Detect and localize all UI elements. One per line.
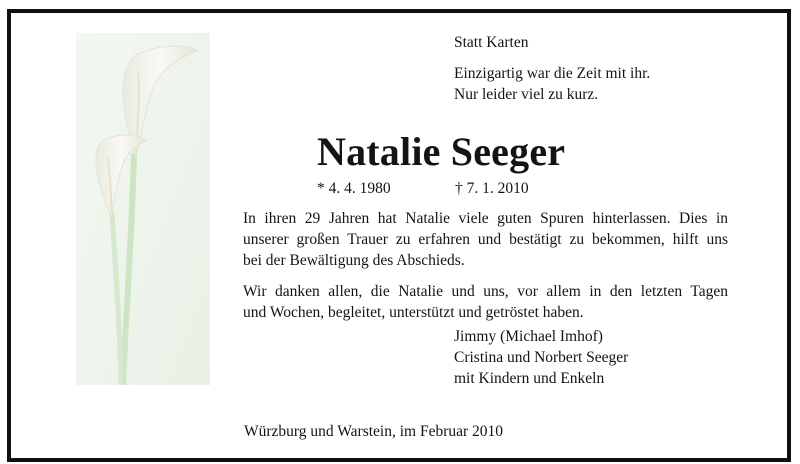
signers: [454, 326, 628, 389]
paragraph-line: bei der Bewältigung des Abschieds.: [243, 252, 465, 269]
intro-text: Statt Karten: [454, 34, 529, 51]
death-date: † 7. 1. 2010: [455, 180, 529, 197]
paragraph-line: und Wochen, begleitet, unterstützt und getröstet haben.: [243, 304, 584, 321]
calla-lily-icon: [76, 33, 210, 385]
paragraph-line: In ihren 29 Jahren hat Natalie viele guten Spuren hinterlassen. Dies in: [243, 210, 728, 227]
paragraph-line: unserer großen Trauer zu erfahren und bestätigt zu bekommen, hilft uns: [243, 231, 728, 248]
signer-line: mit Kindern und Enkeln: [454, 370, 605, 387]
quote-line: Nur leider viel zu kurz.: [454, 86, 599, 103]
obituary-frame: [7, 9, 791, 462]
place-date-footer: Würzburg und Warstein, im Februar 2010: [244, 423, 504, 440]
deceased-name: Natalie Seeger: [317, 129, 566, 174]
paragraph-2: [243, 281, 728, 323]
quote: [454, 63, 650, 105]
birth-date: * 4. 4. 1980: [317, 180, 391, 197]
signer-line: Jimmy (Michael Imhof): [454, 328, 603, 345]
paragraph-1: [243, 208, 728, 271]
paragraph-line: Wir danken allen, die Natalie und uns, vor allem in den letzten Tagen: [243, 283, 728, 300]
quote-line: Einzigartig war die Zeit mit ihr.: [454, 65, 651, 82]
signer-line: Cristina und Norbert Seeger: [454, 349, 629, 366]
